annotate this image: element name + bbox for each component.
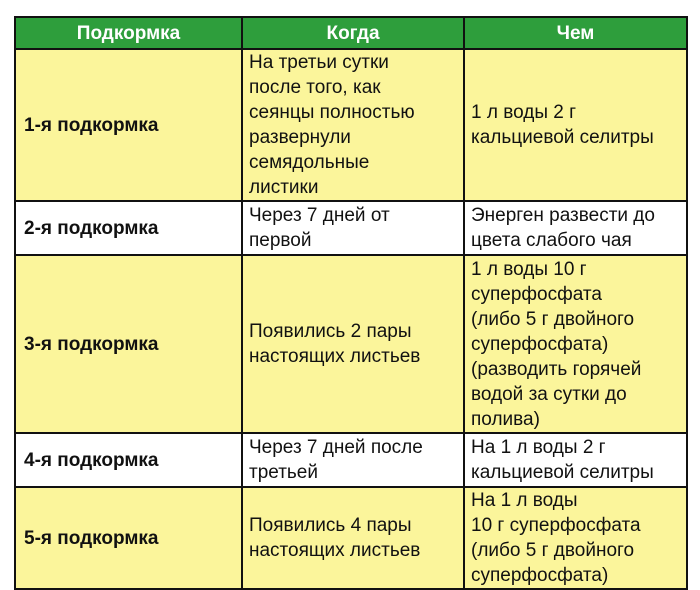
table-row [15,49,687,201]
feeding-when-cell: Появились 2 пары настоящих листьев [242,255,464,433]
feeding-when-cell: На третьи сутки после того, как сеянцы полностью развернули семядольные листики [242,49,464,201]
feeding-table-container [14,16,686,590]
feeding-when-cell: Появились 4 пары настоящих листьев [242,487,464,589]
feeding-what-cell: На 1 л воды 2 г кальциевой селитры [464,433,687,487]
feeding-what-cell: 1 л воды 2 г кальциевой селитры [464,49,687,201]
feeding-table [14,16,688,590]
feeding-what-cell: 1 л воды 10 г суперфосфата (либо 5 г двойного суперфосфата) (разводить горячей водой за сутки до полива) [464,255,687,433]
feeding-what-cell: На 1 л воды 10 г суперфосфата (либо 5 г двойного суперфосфата) [464,487,687,589]
table-row [15,487,687,589]
table-row [15,201,687,255]
header-what: Чем [464,17,687,49]
header-when: Когда [242,17,464,49]
table-row [15,433,687,487]
table-header-row [15,17,687,49]
table-row [15,255,687,433]
feeding-name-cell: 1-я подкормка [15,49,242,201]
feeding-when-cell: Через 7 дней от первой [242,201,464,255]
feeding-when-cell: Через 7 дней после третьей [242,433,464,487]
feeding-name-cell: 2-я подкормка [15,201,242,255]
header-feeding: Подкормка [15,17,242,49]
feeding-name-cell: 4-я подкормка [15,433,242,487]
feeding-what-cell: Энерген развести до цвета слабого чая [464,201,687,255]
feeding-name-cell: 5-я подкормка [15,487,242,589]
feeding-name-cell: 3-я подкормка [15,255,242,433]
